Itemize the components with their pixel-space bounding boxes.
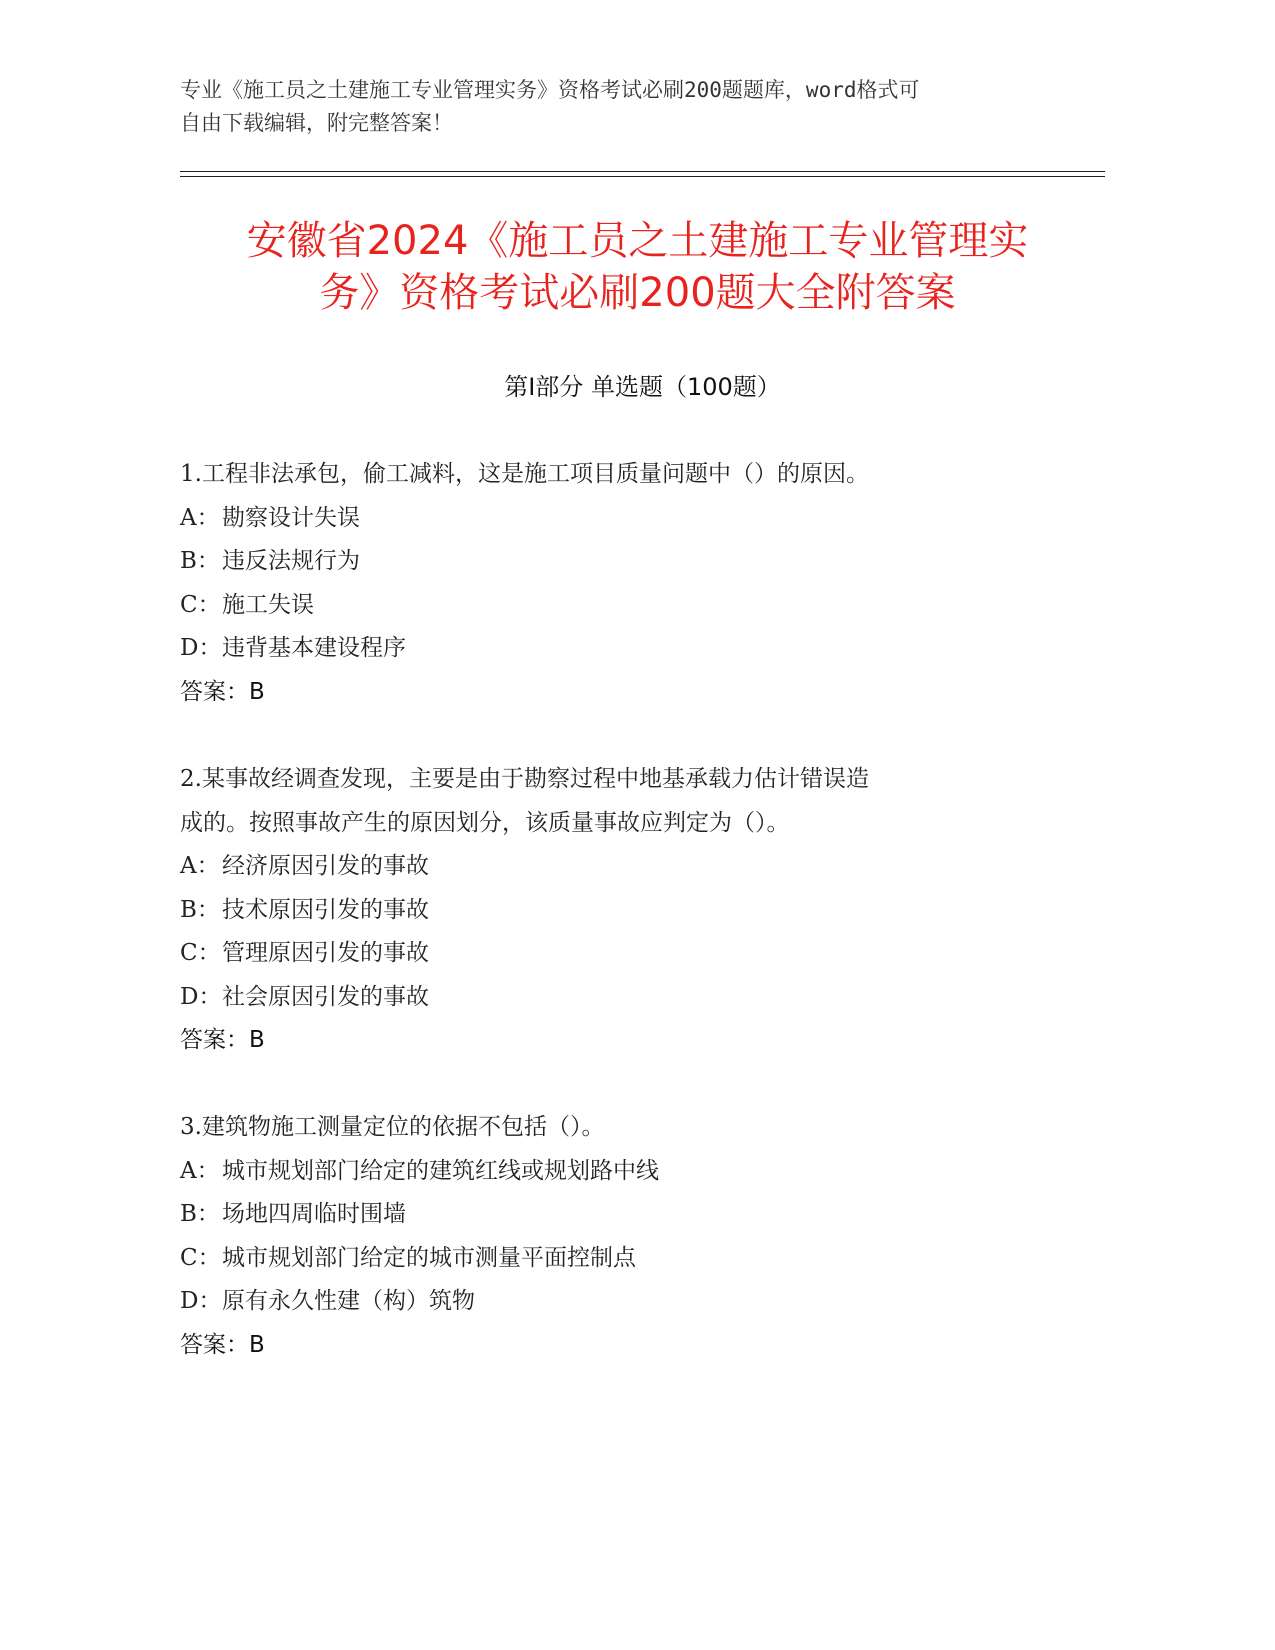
option-letter: B：: [180, 1201, 220, 1227]
answer-line: 答案：B: [180, 1027, 265, 1053]
option-text: 原有永久性建（构）筑物: [222, 1288, 475, 1314]
option-text: 城市规划部门给定的建筑红线或规划路中线: [222, 1157, 659, 1184]
title-line-2: 务》资格考试必刷200题大全附答案: [319, 270, 956, 316]
header-line-2: 自由下载编辑，附完整答案！: [180, 111, 453, 135]
option-text: 管理原因引发的事故: [222, 940, 429, 966]
question-3: [180, 1106, 1040, 1367]
question-2: [180, 758, 1040, 1063]
question-1: [180, 453, 1040, 714]
option-text: 违背基本建设程序: [222, 635, 406, 661]
option-letter: C：: [180, 591, 221, 618]
document-header-note: [180, 74, 1040, 140]
option-c: [180, 1237, 1040, 1281]
option-letter: A：: [180, 504, 220, 531]
title-line-1: 安徽省2024《施工员之土建施工专业管理实: [246, 218, 1029, 264]
answer-line: 答案：B: [180, 1331, 265, 1358]
option-letter: B：: [180, 896, 220, 923]
option-letter: D：: [180, 983, 222, 1010]
option-b: [180, 889, 1040, 933]
option-letter: A：: [180, 853, 220, 879]
option-d: [180, 976, 1040, 1020]
option-text: 场地四周临时围墙: [222, 1201, 406, 1227]
option-b: [180, 540, 1040, 584]
section-heading: 第Ⅰ部分 单选题（100题）: [504, 373, 781, 401]
header-divider-bottom: [180, 176, 1105, 177]
option-text: 违反法规行为: [222, 548, 360, 574]
option-text: 技术原因引发的事故: [222, 896, 429, 923]
option-text: 社会原因引发的事故: [222, 983, 429, 1010]
question-stem-continued: 成的。按照事故产生的原因划分，该质量事故应判定为（）。: [180, 809, 790, 836]
option-text: 城市规划部门给定的城市测量平面控制点: [222, 1244, 636, 1271]
option-a: [180, 1150, 1040, 1194]
option-b: [180, 1193, 1040, 1237]
option-a: [180, 497, 1040, 541]
question-stem: 3.建筑物施工测量定位的依据不包括（）。: [180, 1114, 605, 1140]
header-divider-top: [180, 171, 1105, 172]
option-c: [180, 932, 1040, 976]
option-letter: C：: [180, 940, 221, 966]
option-letter: C：: [180, 1244, 221, 1271]
option-c: [180, 584, 1040, 628]
option-d: [180, 627, 1040, 671]
option-letter: A：: [180, 1157, 220, 1184]
header-line-1: 专业《施工员之土建施工专业管理实务》资格考试必刷200题题库，word格式可: [180, 78, 920, 102]
question-stem: 2.某事故经调查发现，主要是由于勘察过程中地基承载力估计错误造: [180, 766, 869, 792]
option-text: 施工失误: [222, 591, 314, 618]
option-letter: D：: [180, 635, 222, 661]
option-letter: D：: [180, 1288, 222, 1314]
option-text: 勘察设计失误: [222, 504, 360, 531]
document-title: [160, 215, 1115, 319]
option-letter: B：: [180, 548, 220, 574]
question-stem: 1.工程非法承包，偷工减料，这是施工项目质量问题中（）的原因。: [180, 461, 869, 487]
option-text: 经济原因引发的事故: [222, 853, 429, 879]
answer-line: 答案：B: [180, 678, 265, 705]
option-a: [180, 845, 1040, 889]
option-d: [180, 1280, 1040, 1324]
